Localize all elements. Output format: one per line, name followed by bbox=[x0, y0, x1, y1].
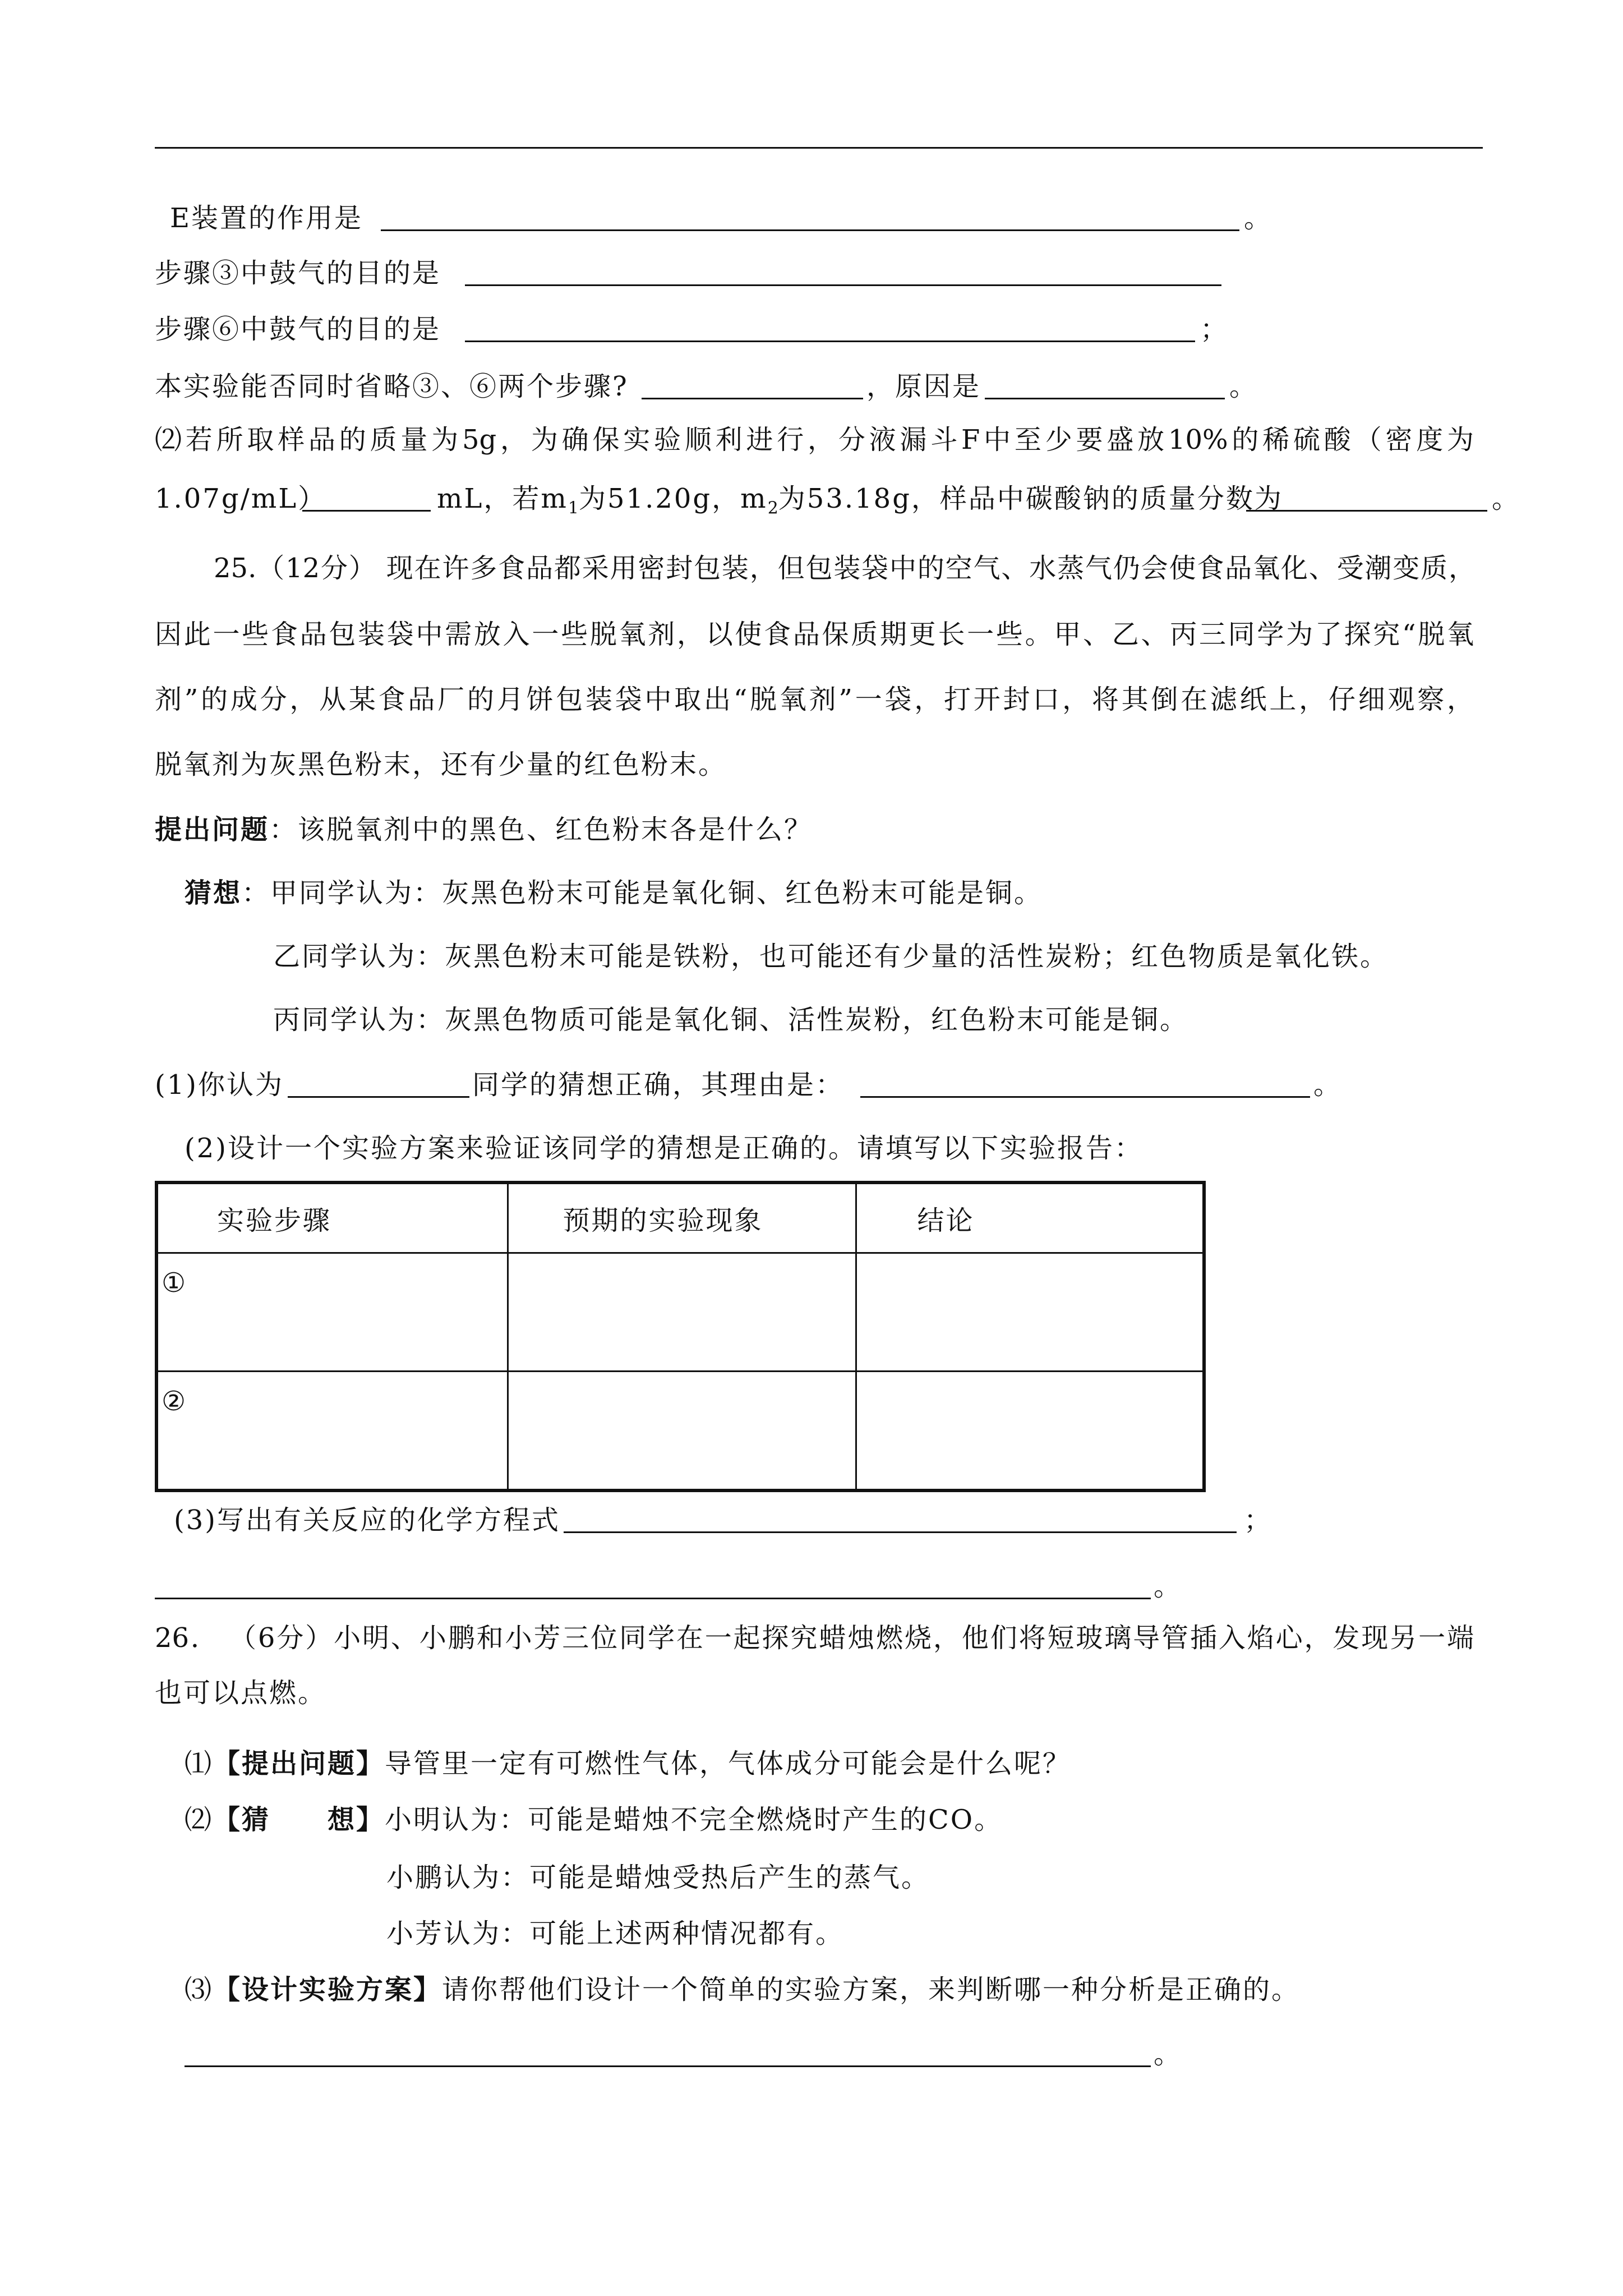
phenomenon-cell bbox=[508, 1253, 856, 1372]
experiment-report-table bbox=[155, 1181, 1206, 1492]
subscript-2: 2 bbox=[767, 498, 778, 518]
q26-step2 bbox=[185, 1803, 1003, 1837]
part2-question-line: ⑵若所取样品的质量为5g，为确保实验顺利进行，分液漏斗F中至少要盛放10%的稀硫酸（密度为 bbox=[155, 424, 1474, 455]
mass-data-text bbox=[437, 482, 1283, 516]
q25-intro-line: 25.（12分） 现在许多食品都采用密封包装，但包装袋中的空气、水蒸气仍会使食品氧化、受潮变质， bbox=[214, 553, 1476, 584]
q26-step1 bbox=[185, 1747, 1071, 1780]
phenomenon-cell bbox=[508, 1372, 856, 1491]
punctuation: ； bbox=[1244, 1504, 1273, 1536]
header-steps: 实验步骤 bbox=[156, 1182, 508, 1253]
step-label: ② bbox=[162, 1386, 188, 1417]
punctuation: 。 bbox=[1154, 1571, 1183, 1602]
answer-blank bbox=[465, 312, 1195, 342]
reason-label: ，原因是 bbox=[866, 371, 981, 402]
mass-text-b: 为51.20g，m bbox=[579, 483, 768, 514]
density-text: 1.07g/mL） bbox=[155, 483, 327, 514]
punctuation: 。 bbox=[1154, 2039, 1183, 2070]
p1-mid: 同学的猜想正确，其理由是： bbox=[472, 1069, 845, 1101]
question-label: 提出问题 bbox=[155, 814, 270, 845]
guess-jia-text: ：甲同学认为：灰黑色粉末可能是氧化铜、红色粉末可能是铜。 bbox=[242, 877, 1043, 909]
p1-prefix: (1)你认为 bbox=[155, 1069, 284, 1101]
step-label: ① bbox=[162, 1267, 188, 1299]
step-label: 【猜 想】 bbox=[213, 1804, 385, 1835]
punctuation: 。 bbox=[1313, 1069, 1343, 1101]
header-phenomena: 预期的实验现象 bbox=[508, 1182, 856, 1253]
punctuation: 。 bbox=[1492, 483, 1521, 514]
p2-instruction: (2)设计一个实验方案来验证该同学的猜想是正确的。请填写以下实验报告： bbox=[185, 1133, 1143, 1164]
answer-blank bbox=[155, 1570, 1151, 1599]
answer-blank bbox=[642, 370, 863, 399]
q25-intro-line: 剂”的成分，从某食品厂的月饼包装袋中取出“脱氧剂”一袋，打开封口，将其倒在滤纸上，仔细观察， bbox=[155, 684, 1474, 715]
question-text: ：该脱氧剂中的黑色、红色粉末各是什么？ bbox=[269, 814, 813, 845]
answer-blank bbox=[564, 1503, 1237, 1533]
p3-prefix: (3)写出有关反应的化学方程式 bbox=[174, 1504, 560, 1536]
table-row bbox=[156, 1372, 1204, 1491]
answer-blank bbox=[1246, 482, 1487, 512]
step-number: ⑵ bbox=[185, 1804, 214, 1835]
answer-blank bbox=[465, 256, 1221, 286]
q26-step3 bbox=[185, 1973, 1300, 2007]
answer-blank bbox=[860, 1068, 1310, 1098]
e-device-purpose-label: E装置的作用是 bbox=[170, 203, 363, 234]
answer-blank bbox=[985, 370, 1225, 399]
guess-peng: 小鹏认为：可能是蜡烛受热后产生的蒸气。 bbox=[386, 1862, 930, 1893]
guess-label: 猜想 bbox=[185, 877, 242, 909]
step6-purpose-label: 步骤⑥中鼓气的目的是 bbox=[155, 314, 441, 345]
step-text: 小明认为：可能是蜡烛不完全燃烧时产生的CO。 bbox=[385, 1804, 1003, 1835]
header-conclusion: 结论 bbox=[856, 1182, 1204, 1253]
punctuation: ； bbox=[1200, 314, 1229, 345]
guess-fang: 小芳认为：可能上述两种情况都有。 bbox=[386, 1918, 845, 1949]
punctuation: 。 bbox=[1229, 371, 1258, 402]
omit-steps-question: 本实验能否同时省略③、⑥两个步骤? bbox=[155, 371, 629, 402]
step-label: 【提出问题】 bbox=[213, 1748, 385, 1779]
step-cell bbox=[156, 1372, 508, 1491]
answer-blank bbox=[185, 2037, 1151, 2067]
answer-blank bbox=[302, 482, 431, 512]
punctuation: 。 bbox=[1244, 203, 1273, 234]
step-cell bbox=[156, 1253, 508, 1372]
guess-jia bbox=[185, 876, 1043, 910]
guess-yi: 乙同学认为：灰黑色粉末可能是铁粉，也可能还有少量的活性炭粉；红色物质是氧化铁。 bbox=[273, 941, 1389, 972]
conclusion-cell bbox=[856, 1253, 1204, 1372]
step-number: ⑶ bbox=[185, 1974, 214, 2005]
mass-text-c: 为53.18g，样品中碳酸钠的质量分数为 bbox=[778, 483, 1283, 514]
q26-intro-line: 26． （6分）小明、小鹏和小芳三位同学在一起探究蜡烛燃烧，他们将短玻璃导管插入焰心，发现另一端 bbox=[155, 1622, 1474, 1654]
guess-bing: 丙同学认为：灰黑色物质可能是氧化铜、活性炭粉，红色粉末可能是铜。 bbox=[273, 1004, 1189, 1036]
subscript-1: 1 bbox=[568, 498, 579, 518]
step-text: 导管里一定有可燃性气体，气体成分可能会是什么呢？ bbox=[385, 1748, 1072, 1779]
table-header-row bbox=[156, 1182, 1204, 1253]
q25-question bbox=[155, 813, 813, 846]
q25-intro-line: 因此一些食品包装袋中需放入一些脱氧剂，以使食品保质期更长一些。甲、乙、丙三同学为了探究“脱氧 bbox=[155, 619, 1474, 650]
answer-blank bbox=[381, 201, 1239, 231]
q25-intro-line: 脱氧剂为灰黑色粉末，还有少量的红色粉末。 bbox=[155, 749, 727, 780]
mass-text-a: mL，若m bbox=[437, 483, 568, 514]
step-number: ⑴ bbox=[185, 1748, 214, 1779]
header-rule bbox=[155, 147, 1483, 149]
q26-intro-line: 也可以点燃。 bbox=[155, 1677, 327, 1709]
conclusion-cell bbox=[856, 1372, 1204, 1491]
step-label: 【设计实验方案】 bbox=[213, 1974, 442, 2005]
step-text: 请你帮他们设计一个简单的实验方案，来判断哪一种分析是正确的。 bbox=[442, 1974, 1301, 2005]
answer-blank bbox=[288, 1068, 469, 1098]
step3-purpose-label: 步骤③中鼓气的目的是 bbox=[155, 257, 441, 289]
table-row bbox=[156, 1253, 1204, 1372]
